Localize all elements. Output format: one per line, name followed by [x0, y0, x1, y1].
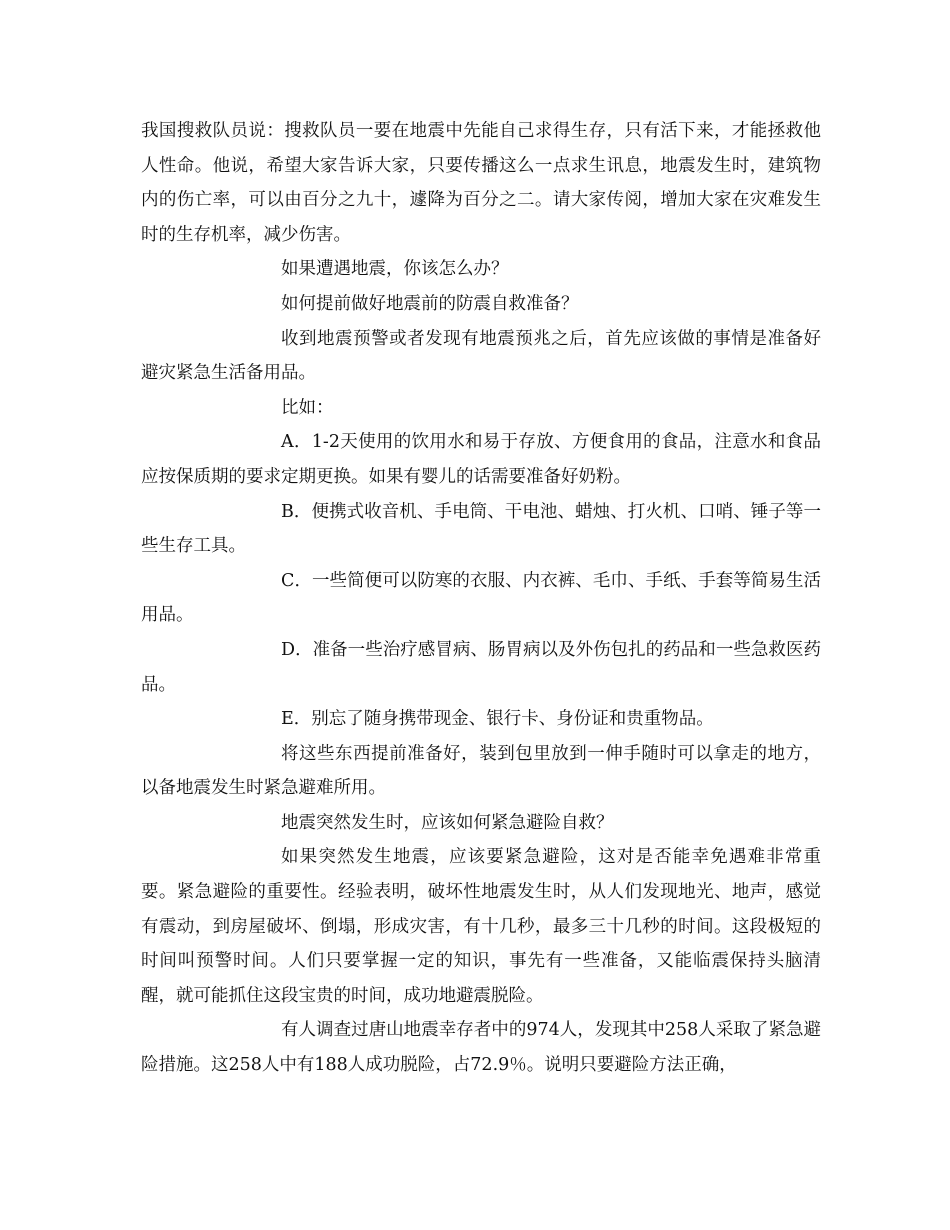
- list-item-d-medicine: D．准备一些治疗感冒病、肠胃病以及外伤包扎的药品和一些急救医药品。: [141, 639, 821, 695]
- list-item-e-valuables: E．别忘了随身携带现金、银行卡、身份证和贵重物品。: [281, 709, 714, 730]
- list-item-a-water-food: A．1-2天使用的饮用水和易于存放、方便食用的食品，注意水和食品应按保质期的要求定期更换。如果有婴儿的话需要准备好奶粉。: [141, 432, 821, 487]
- paragraph-heading-preparation: 如何提前做好地震前的防震自救准备？: [281, 293, 579, 314]
- paragraph-heading-emergency: 地震突然发生时，应该如何紧急避险自救？: [281, 812, 614, 833]
- paragraph-prepare-supplies: 收到地震预警或者发现有地震预兆之后，首先应该做的事情是准备好避灾紧急生活备用品。: [141, 328, 821, 384]
- list-item-b-tools: B．便携式收音机、手电筒、干电池、蜡烛、打火机、口哨、锤子等一些生存工具。: [141, 501, 821, 557]
- document-body: [141, 114, 821, 1083]
- paragraph-for-example: 比如：: [281, 397, 334, 418]
- paragraph-pack-bag: 将这些东西提前准备好，装到包里放到一伸手随时可以拿走的地方，以备地震发生时紧急避难所用。: [141, 743, 821, 799]
- paragraph-tangshan-survey: 有人调查过唐山地震幸存者中的974人，发现其中258人采取了紧急避险措施。这258人中有188人成功脱险，占72.9％。说明只要避险方法正确，: [141, 1020, 821, 1076]
- list-item-c-clothing: C．一些简便可以防寒的衣服、内衣裤、毛巾、手纸、手套等简易生活用品。: [141, 570, 821, 626]
- paragraph-warning-time: 如果突然发生地震，应该要紧急避险，这对是否能幸免遇难非常重要。紧急避险的重要性。经验表明，破坏性地震发生时，从人们发现地光、地声，感觉有震动，到房屋破坏、倒塌，形成灾害，有十几秒，最多三十几秒的时间。这段极短的时间叫预警时间。人们只要掌握一定的知识，事先有一些准备，又能临震保持头脑清醒，就可能抓住这段宝贵的时间，成功地避震脱险。: [141, 847, 821, 1006]
- paragraph-heading-what-to-do: 如果遭遇地震，你该怎么办？: [281, 259, 509, 280]
- paragraph-rescuer-quote: 我国搜救队员说：搜救队员一要在地震中先能自己求得生存，只有活下来，才能拯救他人性命。他说，希望大家告诉大家，只要传播这么一点求生讯息，地震发生时，建筑物内的伤亡率，可以由百分之九十，遽降为百分之二。请大家传阅，增加大家在灾难发生时的生存机率，减少伤害。: [141, 121, 821, 245]
